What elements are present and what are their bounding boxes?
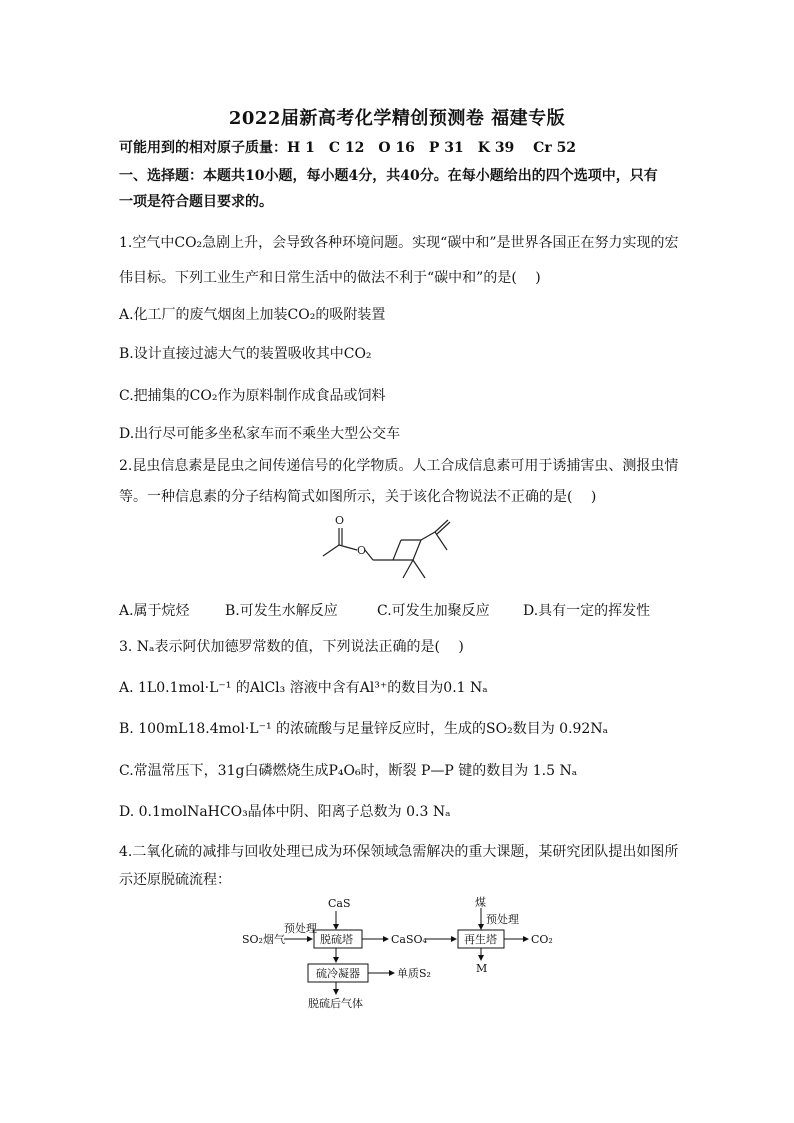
q1-option-a: A.化工厂的废气烟囱上加装CO₂的吸附装置 [119,307,386,323]
q4-stem-line1: 4.二氧化硫的减排与回收处理已成为环保领域急需解决的重大课题，某研究团队提出如图所 [119,844,679,860]
q2-options [119,600,679,618]
flow-condenser: 硫冷凝器 [316,967,360,980]
flow-coal: 煤 [475,896,486,909]
flow-so2-gas: SO₂烟气 [242,933,285,946]
q1-option-d: D.出行尽可能多坐私家车而不乘坐大型公交车 [119,426,401,442]
flow-tower-2: 再生塔 [464,933,497,946]
q2-option-b: B.可发生水解反应 [225,603,338,619]
q2-option-c: C.可发生加聚反应 [377,603,490,619]
q3-option-b: B. 100mL18.4mol·L⁻¹ 的浓硫酸与足量锌反应时，生成的SO₂数目为 0.92Nₐ [119,721,608,737]
molecular-structure-diagram [315,512,465,582]
q3-option-c: C.常温常压下，31g白磷燃烧生成P₄O₆时，断裂 P—P 键的数目为 1.5 Nₐ [119,763,578,779]
q2-option-a: A.属于烷烃 [119,603,190,619]
desulfurization-flowchart [236,896,566,1016]
atomic-masses: 可能用到的相对原子质量：H 1 C 12 O 16 P 31 K 39 Cr 52 [119,140,577,156]
flow-s2: 单质S₂ [397,967,431,980]
q2-stem-line2: 等。一种信息素的分子结构简式如图所示，关于该化合物说法不正确的是( ) [119,489,597,505]
q1-stem-line1: 1.空气中CO₂急剧上升，会导致各种环境问题。实现“碳中和”是世界各国正在努力实现的宏 [119,235,679,251]
struct-oxygen-carbonyl: O [335,514,345,527]
q3-option-d: D. 0.1molNaHCO₃晶体中阴、阳离子总数为 0.3 Nₐ [119,804,451,820]
page-title: 2022届新高考化学精创预测卷 福建专版 [228,108,566,129]
q2-stem-line1: 2.昆虫信息素是昆虫之间传递信号的化学物质。人工合成信息素可用于诱捕害虫、测报虫情 [119,458,679,474]
section-heading-line1: 一、选择题：本题共10小题，每小题4分，共40分。在每小题给出的四个选项中，只有 [119,168,658,184]
flow-after-gas: 脱硫后气体 [308,997,363,1010]
flow-pretreat-2: 预处理 [486,913,519,926]
q1-option-c: C.把捕集的CO₂作为原料制作成食品或饲料 [119,388,386,404]
section-heading-line2: 一项是符合题目要求的。 [119,194,273,210]
q3-option-a: A. 1L0.1mol·L⁻¹ 的AlCl₃ 溶液中含有Al³⁺的数目为0.1 Nₐ [119,680,488,696]
flow-caso4: CaSO₄ [391,933,427,946]
q3-stem: 3. Nₐ表示阿伏加德罗常数的值，下列说法正确的是( ) [119,639,464,655]
q1-stem-line2: 伟目标。下列工业生产和日常生活中的做法不利于“碳中和”的是( ) [119,270,541,286]
q4-stem-line2: 示还原脱硫流程： [119,872,231,888]
flow-m: M [476,962,488,975]
flow-co2: CO₂ [531,933,553,946]
q1-option-b: B.设计直接过滤大气的装置吸收其中CO₂ [119,346,372,362]
q2-option-d: D.具有一定的挥发性 [523,603,651,619]
flow-cas: CaS [328,897,351,910]
struct-oxygen-ester: O [357,544,367,557]
flow-tower-1: 脱硫塔 [320,933,353,946]
flow-pretreat-1: 预处理 [284,922,317,935]
